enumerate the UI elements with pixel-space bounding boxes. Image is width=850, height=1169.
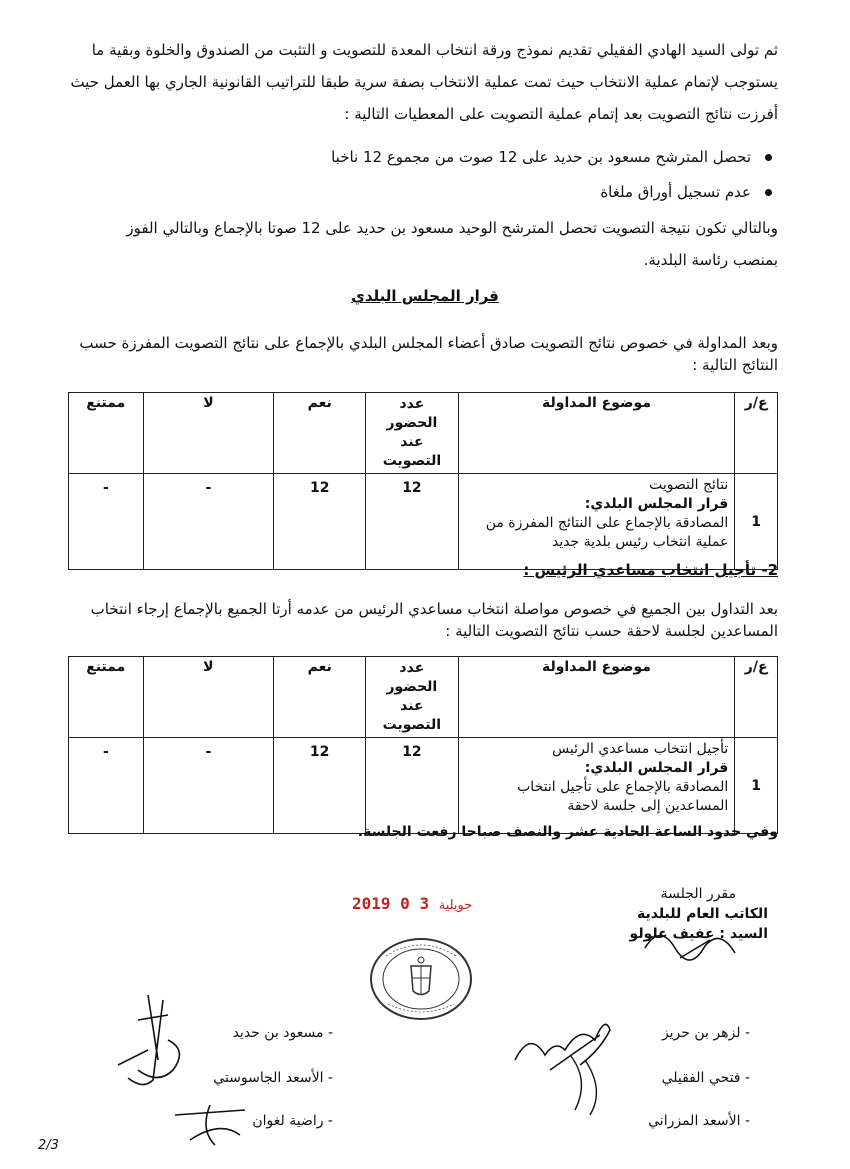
council-decision-title: قرار المجلس البلدي	[351, 287, 499, 305]
signature-icon	[108, 990, 218, 1100]
rapporteur-title: مقرر الجلسة	[660, 886, 736, 902]
rapporteur-role: الكاتب العام للبلدية	[637, 906, 768, 922]
closing-statement: وفي حدود الساعة الحادية عشر والنصف صباحا رفعت الجلسة.	[357, 824, 778, 840]
table-header-row	[69, 657, 778, 738]
row-subject: تأجيل انتخاب مساعدي الرئيس قرار المجلس البلدي: المصادقة بالإجماع على تأجيل انتخاب المساعدين إلى جلسة لاحقة	[458, 738, 735, 834]
row-yes: 12	[274, 738, 366, 834]
vote-table-2	[68, 656, 778, 834]
section-2-line: بعد التداول بين الجميع في خصوص مواصلة انتخاب مساعدي الرئيس من عدمه أرتا الجميع بالإجماع إرجاء انتخاب	[90, 600, 778, 618]
header-no: لا	[143, 657, 274, 738]
result-line: بمنصب رئاسة البلدية.	[643, 251, 778, 269]
result-line: وبالتالي تكون نتيجة التصويت تحصل المترشح الوحيد مسعود بن حديد على 12 صوتا بالإجماع وبالتالي الفوز	[126, 219, 778, 237]
header-subject: موضوع المداولة	[458, 393, 735, 474]
header-yes: نعم	[274, 393, 366, 474]
header-yes: نعم	[274, 657, 366, 738]
header-subject: موضوع المداولة	[458, 657, 735, 738]
intro-paragraph	[68, 34, 778, 130]
row-idx: 1	[735, 738, 778, 834]
table-row	[69, 738, 778, 834]
header-abstain: ممتنع	[69, 393, 144, 474]
header-idx: ع/ر	[735, 657, 778, 738]
rapporteur-name: السيد : عفيف علولو	[629, 926, 768, 942]
header-idx: ع/ر	[735, 393, 778, 474]
page-number: 2/3	[38, 1138, 59, 1153]
deliberation-paragraph	[68, 332, 778, 376]
header-attendance: عدد الحضور عند التصويت	[366, 657, 459, 738]
intro-line: أفرزت نتائج التصويت بعد إتمام عملية التصويت على المعطيات التالية :	[344, 105, 778, 123]
row-idx: 1	[735, 474, 778, 570]
signatory-left: - الأسعد الجاسوستي	[213, 1070, 333, 1086]
signatory-left: - مسعود بن حديد	[232, 1025, 333, 1041]
deliberation-line: وبعد المداولة في خصوص نتائج التصويت صادق أعضاء المجلس البلدي بالإجماع على نتائج التصويت المفرزة حسب	[79, 334, 778, 352]
bullet-text: تحصل المترشح مسعود بن حديد على 12 صوت من مجموع 12 ناخبا	[331, 148, 751, 166]
signatory-left: - راضية لغوان	[252, 1113, 333, 1129]
table-row	[69, 474, 778, 570]
date-stamp	[352, 894, 472, 913]
stamp-month: جويلية	[438, 898, 473, 913]
signature-icon	[560, 1050, 610, 1120]
header-attendance: عدد الحضور عند التصويت	[366, 393, 459, 474]
table-header-row	[69, 393, 778, 474]
result-paragraph	[68, 212, 778, 276]
bullet-dot	[765, 154, 772, 161]
intro-line: يستوجب لإتمام عملية الانتخاب حيث تمت عملية الانتخاب بصفة سرية طبقا للتراتيب القانونية الجاري بها العمل حيث	[70, 73, 778, 91]
intro-line: ثم تولى السيد الهادي الفقيلي تقديم نموذج ورقة انتخاب المعدة للتصويت و التثبت من الصندوق والخلوة وبقية ما	[91, 41, 778, 59]
bullet-item	[600, 180, 772, 204]
stamp-day: 3 0	[400, 894, 430, 913]
deliberation-line: النتائج التالية :	[692, 356, 778, 374]
stamp-year: 2019	[352, 894, 391, 913]
signatory-right: - لزهر بن حريز	[661, 1025, 750, 1041]
row-no: -	[143, 474, 274, 570]
bullet-text: عدم تسجيل أوراق ملغاة	[600, 183, 751, 201]
signature-icon	[170, 1100, 250, 1150]
signatory-right: - الأسعد المزراني	[648, 1113, 750, 1129]
section-2-line: المساعدين لجلسة لاحقة حسب نتائج التصويت التالية :	[445, 622, 778, 640]
row-no: -	[143, 738, 274, 834]
row-attendance: 12	[366, 738, 459, 834]
row-subject: نتائج التصويت قرار المجلس البلدي: المصادقة بالإجماع على النتائج المفرزة من عملية انتخاب رئيس بلدية جديد	[458, 474, 735, 570]
header-no: لا	[143, 393, 274, 474]
row-abstain: -	[69, 738, 144, 834]
municipal-seal-icon	[366, 936, 476, 1022]
header-abstain: ممتنع	[69, 657, 144, 738]
row-attendance: 12	[366, 474, 459, 570]
vote-table-1	[68, 392, 778, 570]
rapporteur-signature-icon	[640, 918, 750, 968]
row-yes: 12	[274, 474, 366, 570]
row-abstain: -	[69, 474, 144, 570]
section-2-paragraph	[68, 598, 778, 642]
bullet-item	[331, 145, 772, 169]
section-2-title: 2- تأجيل انتخاب مساعدي الرئيس :	[523, 561, 778, 579]
bullet-dot	[765, 189, 772, 196]
signatory-right: - فتحي الفقيلي	[661, 1070, 750, 1086]
